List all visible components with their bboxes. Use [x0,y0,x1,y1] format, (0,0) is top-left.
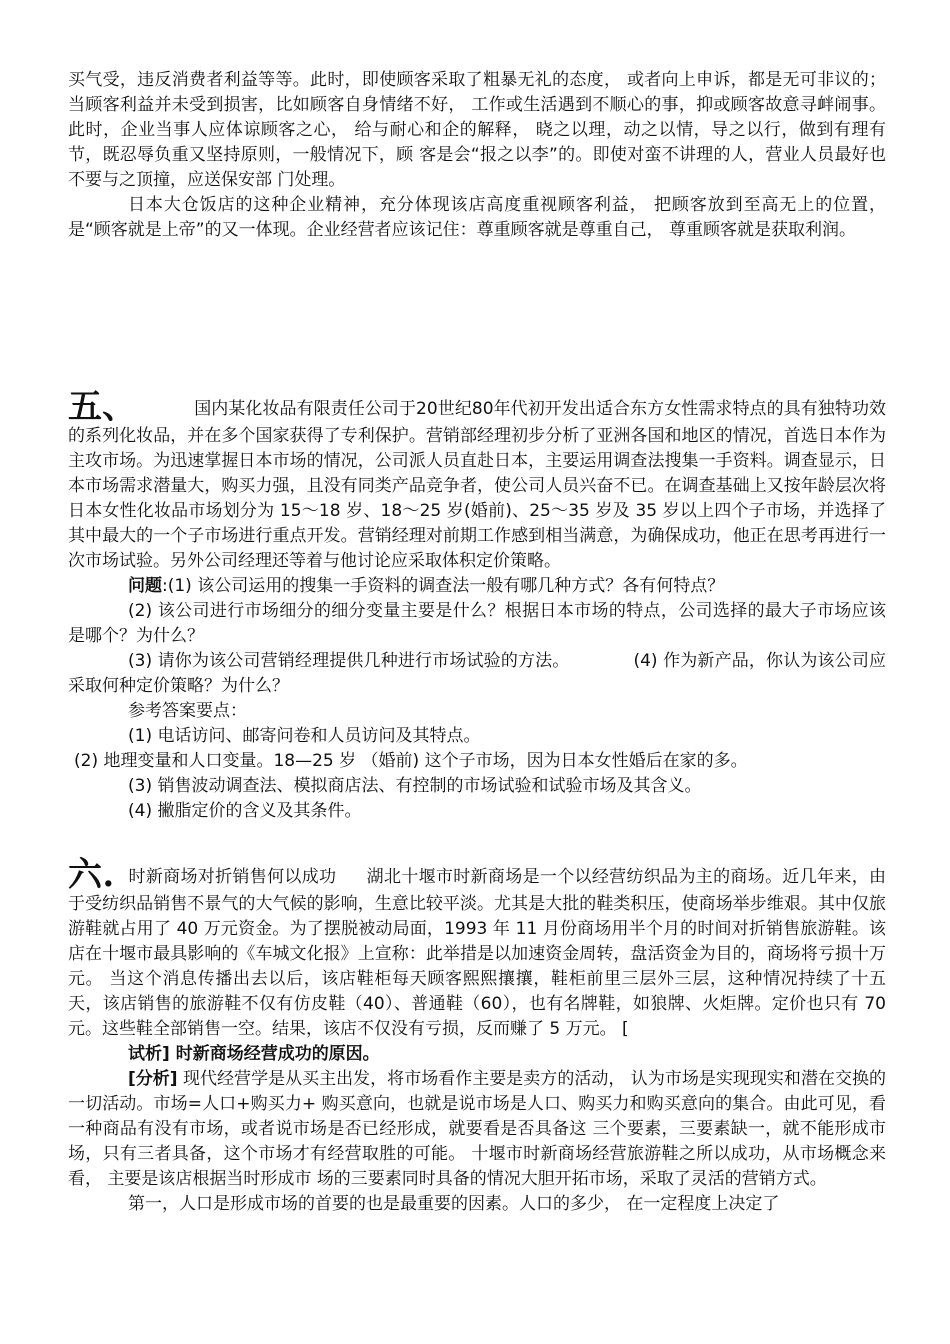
section-5-question-1: 问题:(1) 该公司运用的搜集一手资料的调查法一般有哪几种方式？各有何特点？ [128,576,725,596]
section-6 [68,855,887,1217]
analysis-label: [分析] [128,1069,178,1089]
answer-3: (3) 销售波动调查法、模拟商店法、有控制的市场试验和试验市场及其含义。 [128,776,702,796]
first-point-paragraph: 第一，人口是形成市场的首要的也是最重要的因素。人口的多少， 在一定程度上决定了 [128,1194,780,1214]
answer-title: 参考答案要点： [128,701,247,721]
section-5-text: 国内某化妆品有限责任公司于20世纪80年代初开发出适合东方女性需求特点的具有独特功效的系列化妆品，并在多个国家获得了专利保护。营销部经理初步分析了亚洲各国和地区的情况，首选日本作为主攻市场。为迅速掌握日本市场的情况，公司派人员直赴日本，主要运用调查法搜集一手资料。调查显示，日本市场需求潜量大，购买力强，且没有同类产品竞争者，使公司人员兴奋不已。在调查基础上又按年龄层次将日本女性化妆品市场划分为 15～18 岁、18～25 岁(婚前)、25～35 岁及 35 岁以上四个子市场，并选择了其中最大的一个子市场进行重点开发。营销经理对前期工作感到相当满意，为确保成功，他正在思考再进行一次市场试验。另外公司经理还等着与他讨论应采取体积定价策略。 [68,399,887,571]
section-6-body [68,855,887,1042]
answer-2: (2) 地理变量和人口变量。18—25 岁 （婚前) 这个子市场，因为日本女性婚后在家的多。 [74,751,748,771]
section-5-number: 五、 [68,387,137,427]
section-5-question-2: (2) 该公司进行市场细分的细分变量主要是什么？根据日本市场的特点，公司选择的最大子市场应该是哪个？为什么？ [68,601,886,646]
intro-block [68,68,886,243]
section-5-question-3-4: (3) 请你为该公司营销经理提供几种进行市场试验的方法。 (4) 作为新产品，你认为该公司应采取何种定价策略？为什么？ [68,651,887,696]
intro-paragraph-1: 买气受，违反消费者利益等等。此时，即使顾客采取了粗暴无礼的态度， 或者向上申诉，都是无可非议的；当顾客利益并未受到损害，比如顾客自身情绪不好， 工作或生活遇到不顺心的事，抑或顾客故意寻衅闹事。此时，企业当事人应体谅顾客之心， 给与耐心和企的解释， 晓之以理，动之以情，导之以行，做到有理有节，既忍辱负重又坚持原则，一般情况下，顾 客是会“报之以李”的。即使对蛮不讲理的人，营业人员最好也不要与之顶撞，应送保安部 门处理。 [68,70,886,190]
analysis-question: 试析] 时新商场经营成功的原因。 [128,1044,380,1064]
section-6-text: 湖北十堰市时新商场是一个以经营纺织品为主的商场。近几年来，由于受纺织品销售不景气的大气候的影响，生意比较平淡。尤其是大批的鞋类积压，使商场举步维艰。其中仅旅游鞋就占用了 40 万元资金。为了摆脱被动局面，1993 年 11 月份商场用半个月的时间对折销售旅游鞋。该店在十堰市最具影响的《车城文化报》上宣称：此举措是以加速资金周转，盘活资金为目的，商场将亏损十万元。 当这个消息传播出去以后，该店鞋柜每天顾客熙熙攘攘，鞋柜前里三层外三层，这种情况持续了十五天，该店销售的旅游鞋不仅有仿皮鞋（40）、普通鞋（60），也有名牌鞋，如狼牌、火炬牌。定价也只有 70 元。这些鞋全部销售一空。结果，该店不仅没有亏损，反而赚了 5 万元。 [ [68,867,887,1039]
question-label: 问题 [128,576,162,596]
intro-paragraph-2: 日本大仓饭店的这种企业精神，充分体现该店高度重视顾客利益， 把顾客放到至高无上的位置，是“顾客就是上帝”的又一体现。企业经营者应该记住：尊重顾客就是尊重自己， 尊重顾客就是获取利润。 [68,195,886,240]
section-6-number: 六. [68,855,115,895]
answer-4: (4) 撇脂定价的含义及其条件。 [128,801,362,821]
answer-1: (1) 电话访问、邮寄问卷和人员访问及其特点。 [128,726,481,746]
section-6-title: 时新商场对折销售何以成功 [128,867,337,887]
section-5-body [68,387,887,574]
section-5 [68,387,887,824]
analysis-paragraph: [分析] 现代经营学是从买主出发，将市场看作主要是卖方的活动， 认为市场是实现现实和潜在交换的一切活动。市场=人口+购买力+ 购买意向，也就是说市场是人口、购买力和购买意向的集合。由此可见，看一种商品有没有市场，或者说市场是否已经形成，就要看是否具备这 三个要素，三要素缺一，就不能形成市场，只有三者具备，这个市场才有经营取胜的可能。 十堰市时新商场经营旅游鞋之所以成功，从市场概念来看， 主要是该店根据当时形成市 场的三要素同时具备的情况大胆开拓市场，采取了灵活的营销方式。 [68,1069,886,1189]
